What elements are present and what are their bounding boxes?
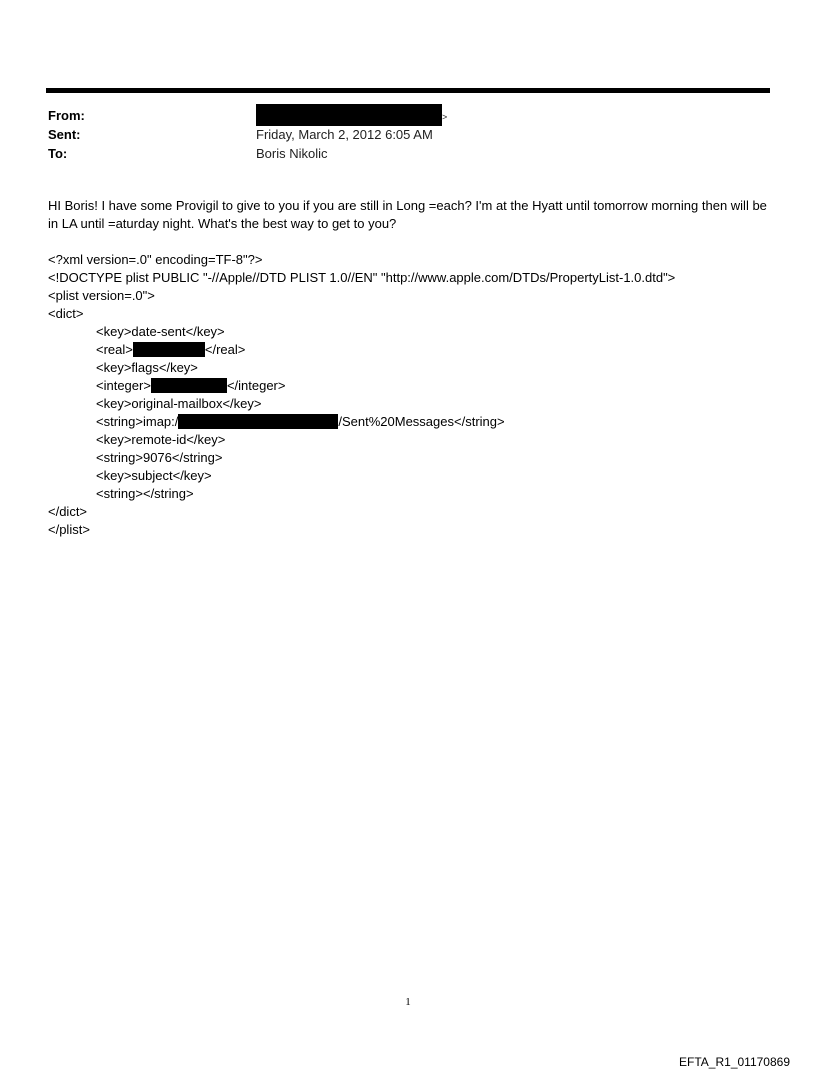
redaction-box xyxy=(133,342,205,357)
plist-close: </plist> xyxy=(48,522,90,537)
key-remote-id: <key>remote-id</key> xyxy=(96,432,226,447)
to-label: To: xyxy=(48,146,68,161)
plist-open: <plist version=.0"> xyxy=(48,288,155,303)
key-date-sent: <key>date-sent</key> xyxy=(96,324,225,339)
redaction-box xyxy=(178,414,338,429)
key-subject: <key>subject</key> xyxy=(96,468,212,483)
plist-block xyxy=(48,251,768,539)
dict-open: <dict> xyxy=(48,306,84,321)
real-open: <real> xyxy=(96,342,133,357)
from-label: From: xyxy=(48,108,85,123)
redaction-box xyxy=(151,378,227,393)
sent-value: Friday, March 2, 2012 6:05 AM xyxy=(256,127,433,142)
dict-close: </dict> xyxy=(48,504,88,519)
xml-declaration: <?xml version=.0" encoding=TF-8"?> xyxy=(48,252,263,267)
integer-open: <integer> xyxy=(96,378,151,393)
from-value-suffix: > xyxy=(442,112,448,122)
imap-close: /Sent%20Messages</string> xyxy=(338,414,505,429)
redaction-box xyxy=(256,104,442,126)
imap-line xyxy=(48,413,768,431)
to-value: Boris Nikolic xyxy=(256,146,328,161)
string-remote-id: <string>9076</string> xyxy=(96,450,223,465)
key-original-mailbox: <key>original-mailbox</key> xyxy=(96,396,262,411)
integer-close: </integer> xyxy=(226,378,286,393)
message-body: HI Boris! I have some Provigil to give to you if you are still in Long =each? I'm at the Hyatt until tomorrow morning then will be in LA until =aturday night. What's the best way to get to you? xyxy=(48,198,767,231)
doctype-line: <!DOCTYPE plist PUBLIC "-//Apple//DTD PLIST 1.0//EN" "http://www.apple.com/DTDs/PropertyList-1.0.dtd"> xyxy=(48,270,676,285)
string-subject: <string></string> xyxy=(96,486,194,501)
key-flags: <key>flags</key> xyxy=(96,360,198,375)
real-close: </real> xyxy=(204,342,246,357)
real-line xyxy=(48,341,768,359)
imap-open: <string>imap:/ xyxy=(96,414,179,429)
sent-label: Sent: xyxy=(48,127,81,142)
bates-number: EFTA_R1_01170869 xyxy=(679,1055,790,1069)
page-number: 1 xyxy=(405,996,411,1008)
header-rule xyxy=(46,88,770,93)
from-value xyxy=(256,107,447,126)
integer-line xyxy=(48,377,768,395)
